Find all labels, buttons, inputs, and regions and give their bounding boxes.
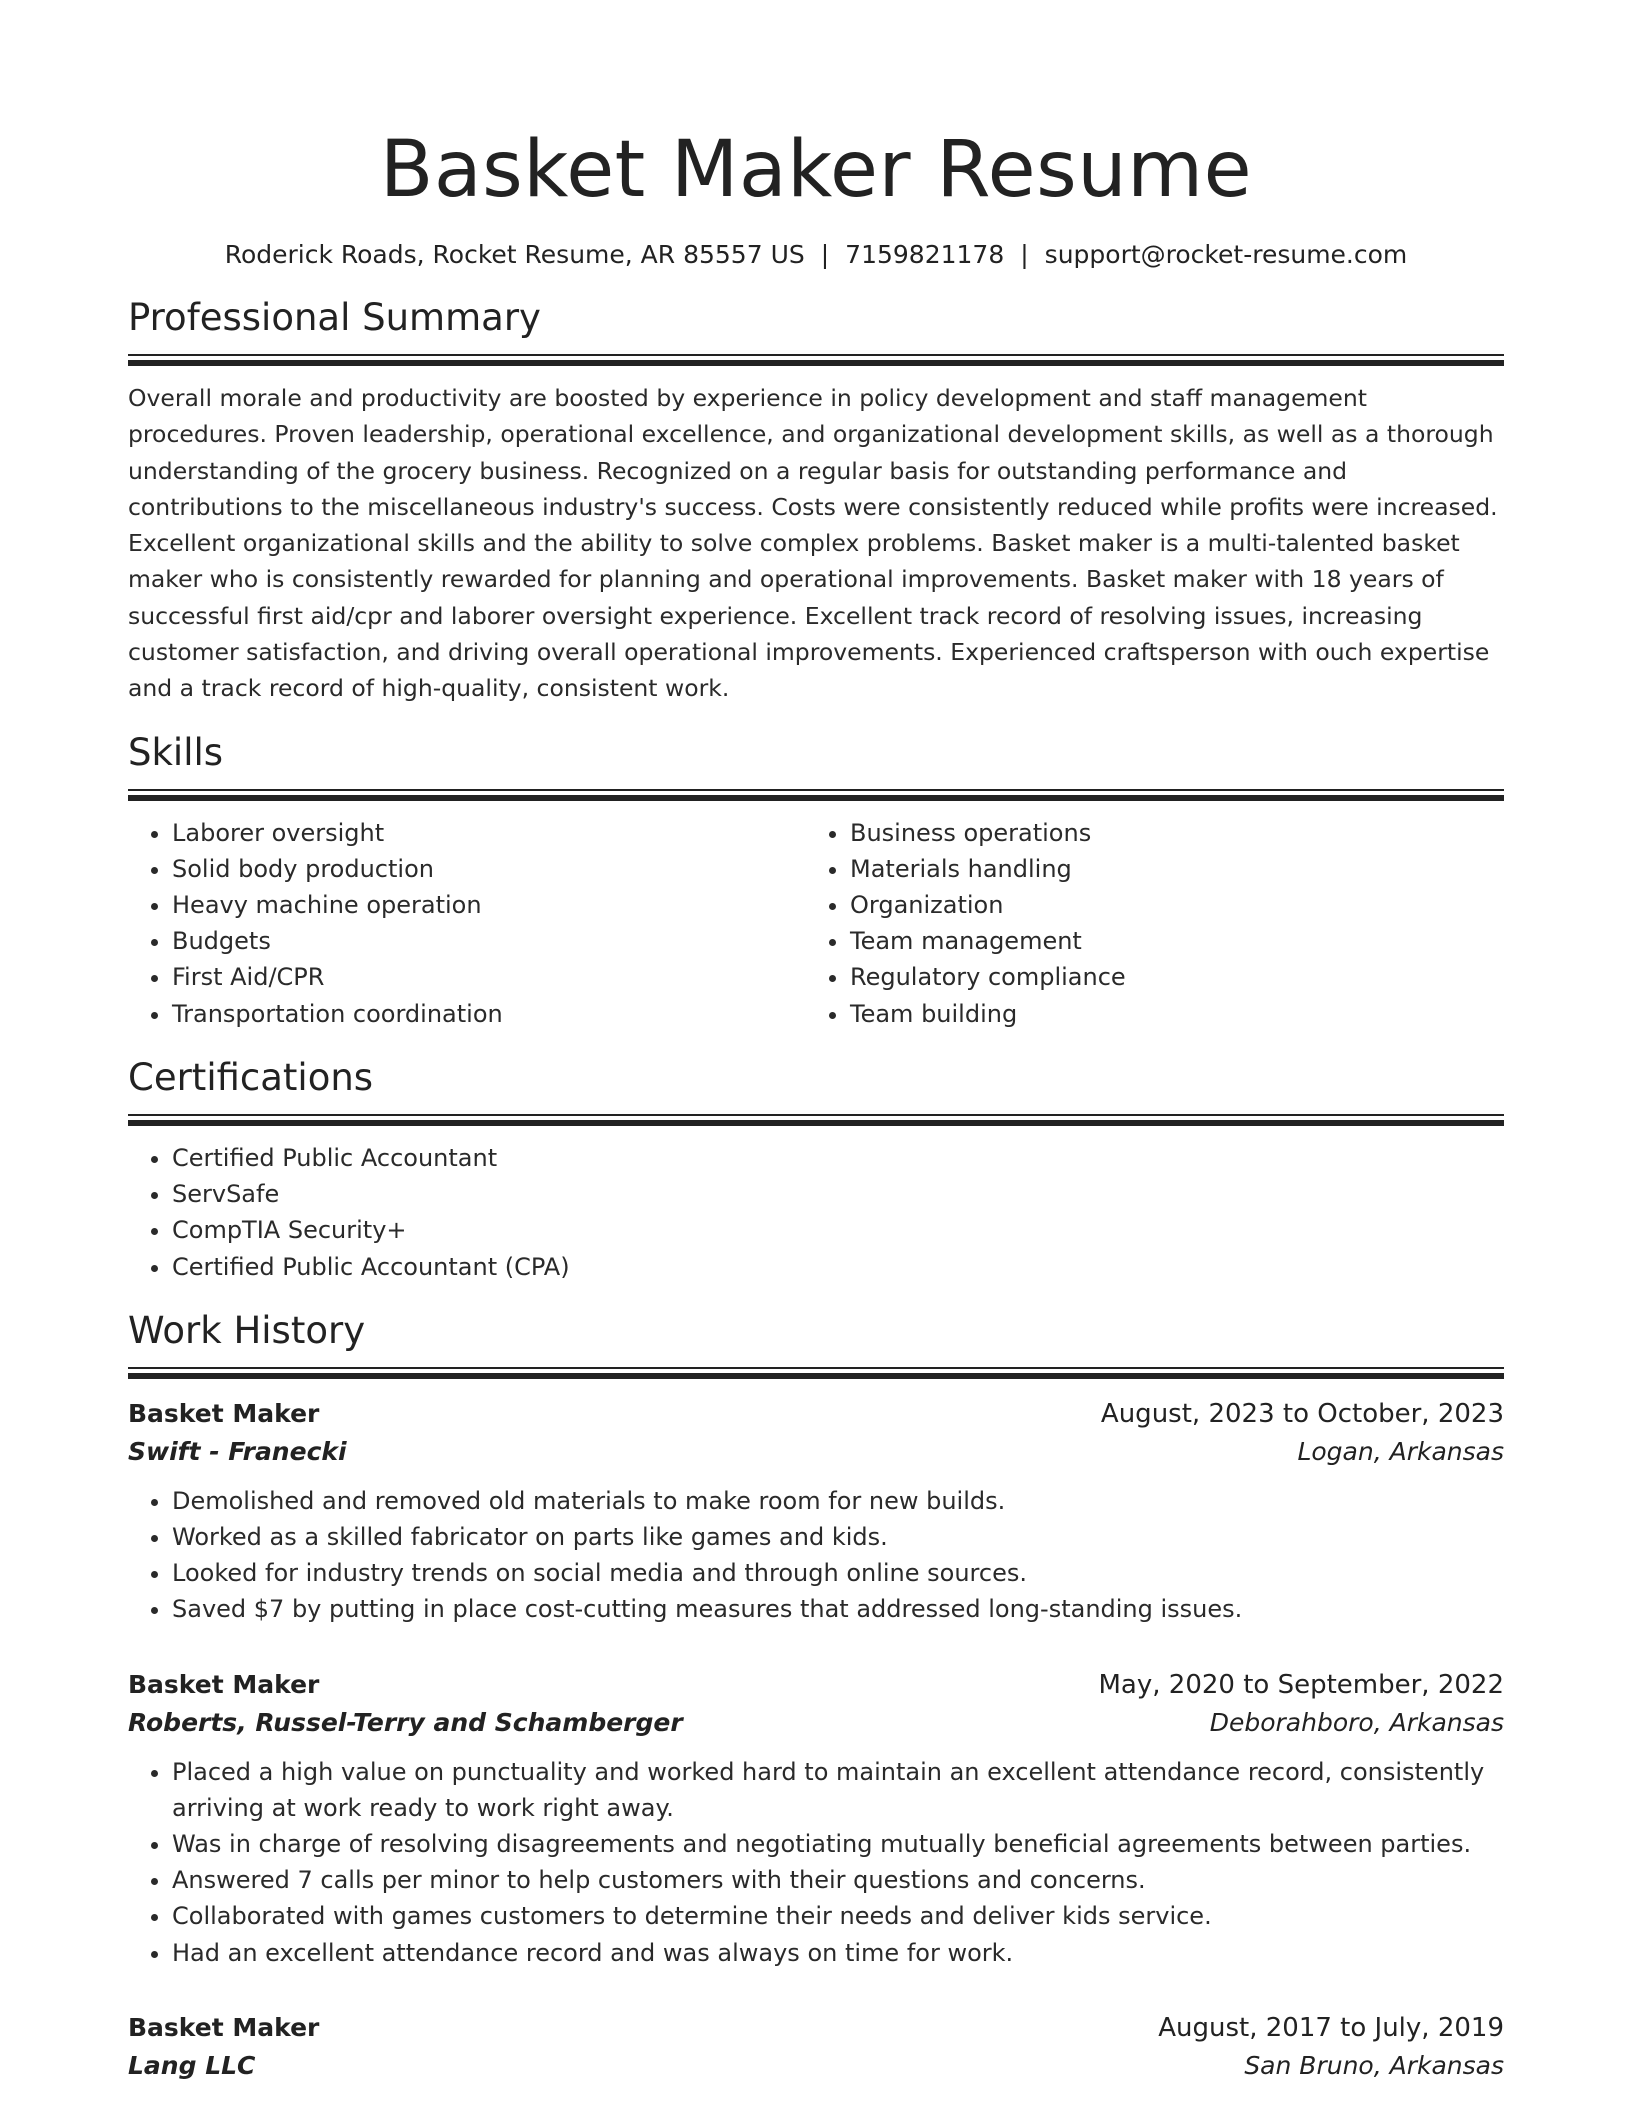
job-entry	[128, 2009, 1504, 2085]
job-company: Lang LLC	[128, 2050, 256, 2080]
certifications-section	[128, 1050, 1504, 1285]
job-company-row	[128, 1433, 1504, 1471]
resume-page	[128, 0, 1504, 2112]
job-header-row	[128, 2009, 1504, 2047]
skill-item: • Heavy machine operation	[172, 887, 806, 923]
job-dates: August, 2017 to July, 2019	[1158, 2012, 1504, 2043]
job-bullets	[128, 1483, 1504, 1628]
section-divider	[128, 354, 1504, 366]
section-divider	[128, 1114, 1504, 1126]
job-header-row	[128, 1666, 1504, 1704]
job-location: San Bruno, Arkansas	[1244, 2050, 1504, 2080]
job-dates: August, 2023 to October, 2023	[1100, 1398, 1504, 1429]
section-heading: Certifications	[128, 1055, 374, 1099]
skill-item: • Organization	[850, 887, 1504, 923]
summary-section	[128, 290, 1504, 707]
skill-item: • Team building	[850, 996, 1504, 1032]
job-bullet: • Worked as a skilled fabricator on parts like games and kids.	[172, 1519, 1504, 1555]
contact-line	[128, 238, 1504, 272]
job-entry	[128, 1666, 1504, 1971]
skill-item: • Regulatory compliance	[850, 959, 1504, 995]
skill-item: • Materials handling	[850, 851, 1504, 887]
skills-list-left	[128, 815, 806, 1032]
job-title: Basket Maker	[128, 1669, 320, 1699]
job-bullet: • Looked for industry trends on social media and through online sources.	[172, 1555, 1504, 1591]
job-company-row	[128, 1704, 1504, 1742]
job-dates: May, 2020 to September, 2022	[1098, 1669, 1504, 1700]
certification-item: • CompTIA Security+	[172, 1212, 1504, 1248]
contact-email[interactable]: support@rocket-resume.com	[1044, 240, 1408, 269]
certification-item: • Certified Public Accountant	[172, 1140, 1504, 1176]
skills-section	[128, 725, 1504, 1032]
contact-address: Roderick Roads, Rocket Resume, AR 85557 US	[224, 240, 805, 269]
job-entry	[128, 1395, 1504, 1628]
work-history-section	[128, 1303, 1504, 2085]
section-heading: Professional Summary	[128, 296, 541, 339]
job-bullet: • Collaborated with games customers to determine their needs and deliver kids service.	[172, 1898, 1504, 1934]
certifications-list	[128, 1140, 1504, 1285]
certification-item: • Certified Public Accountant (CPA)	[172, 1249, 1504, 1285]
contact-separator: |	[820, 240, 830, 269]
job-title: Basket Maker	[128, 2012, 320, 2042]
contact-separator: |	[1020, 240, 1029, 269]
contact-phone: 7159821178	[845, 240, 1005, 269]
resume-title: Basket Maker Resume	[379, 125, 1253, 215]
section-heading: Work History	[128, 1308, 366, 1352]
summary-text: Overall morale and productivity are boosted by experience in policy development and staff management procedures. Proven leadership, operational excellence, and organizational development skills, as well as a thorough understanding of the grocery business. Recognized on a regular basis for outstanding performance and contributions to the miscellaneous industry's success. Costs were consistently reduced while profits were increased. Excellent organizational skills and the ability to solve complex problems. Basket maker is a multi-talented basket maker who is consistently rewarded for planning and operational improvements. Basket maker with 18 years of successful first aid/cpr and laborer oversight experience. Excellent track record of resolving issues, increasing customer satisfaction, and driving overall operational improvements. Experienced craftsperson with ouch expertise and a track record of high-quality, consistent work.	[128, 384, 1498, 703]
skill-item: • Solid body production	[172, 851, 806, 887]
skill-item: • Transportation coordination	[172, 996, 806, 1032]
skills-grid	[128, 801, 1504, 1032]
skills-list-right	[806, 815, 1504, 1032]
job-bullet: • Demolished and removed old materials to make room for new builds.	[172, 1483, 1504, 1519]
job-bullet: • Had an excellent attendance record and was always on time for work.	[172, 1935, 1504, 1971]
skill-item: • Team management	[850, 923, 1504, 959]
job-bullet: • Placed a high value on punctuality and worked hard to maintain an excellent attendance record, consistently arriving at work ready to work right away.	[172, 1754, 1504, 1826]
job-title: Basket Maker	[128, 1398, 320, 1428]
section-divider	[128, 1367, 1504, 1379]
certification-item: • ServSafe	[172, 1176, 1504, 1212]
section-divider	[128, 789, 1504, 801]
job-company-row	[128, 2047, 1504, 2085]
skill-item: • Laborer oversight	[172, 815, 806, 851]
skill-item: • First Aid/CPR	[172, 959, 806, 995]
job-bullet: • Saved $7 by putting in place cost-cutting measures that addressed long-standing issues.	[172, 1591, 1504, 1627]
job-company: Roberts, Russel-Terry and Schamberger	[128, 1707, 683, 1737]
job-header-row	[128, 1395, 1504, 1433]
job-location: Logan, Arkansas	[1297, 1436, 1504, 1466]
section-heading: Skills	[128, 730, 224, 774]
job-bullet: • Was in charge of resolving disagreements and negotiating mutually beneficial agreements between parties.	[172, 1826, 1504, 1862]
job-bullet: • Answered 7 calls per minor to help customers with their questions and concerns.	[172, 1862, 1504, 1898]
job-bullets	[128, 1754, 1504, 1971]
skill-item: • Business operations	[850, 815, 1504, 851]
skill-item: • Budgets	[172, 923, 806, 959]
job-company: Swift - Franecki	[128, 1436, 347, 1466]
job-location: Deborahboro, Arkansas	[1209, 1707, 1504, 1737]
